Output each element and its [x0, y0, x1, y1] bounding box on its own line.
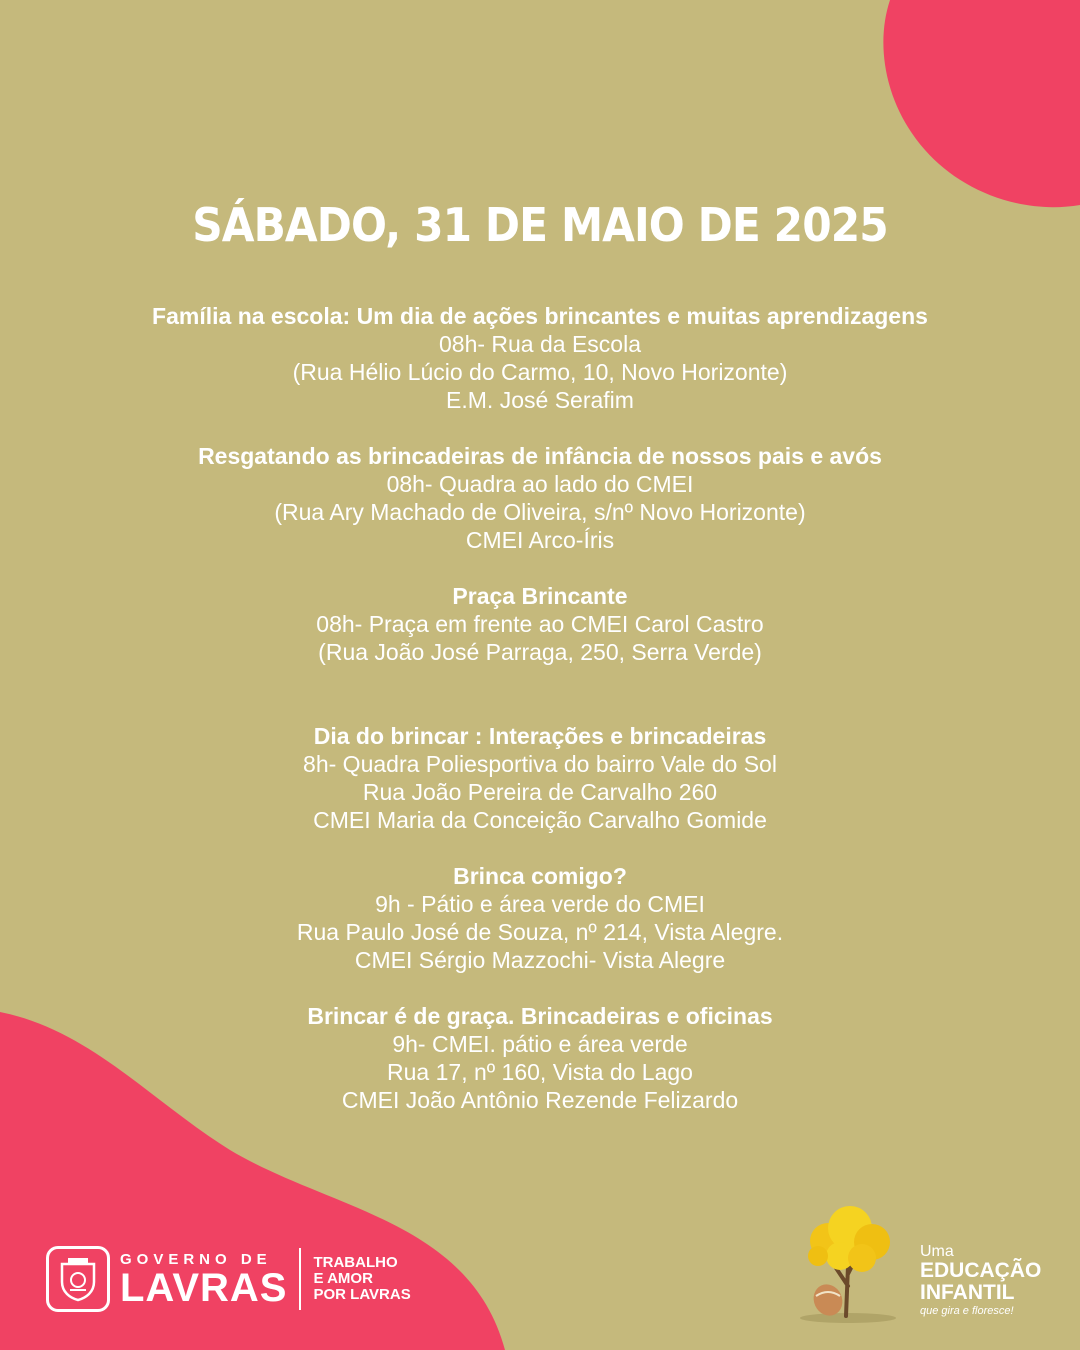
event-item — [0, 302, 1080, 414]
event-title: Resgatando as brincadeiras de infância de nossos pais e avós — [198, 443, 882, 469]
event-detail: CMEI Arco-Íris — [465, 527, 615, 553]
event-detail: 08h- Praça em frente ao CMEI Carol Castro — [316, 611, 764, 637]
brand-word: EDUCAÇÃO — [920, 1259, 1042, 1282]
event-item — [0, 1002, 1080, 1114]
government-logo — [46, 1244, 411, 1314]
event-detail: (Rua Hélio Lúcio do Carmo, 10, Novo Horizonte) — [292, 359, 788, 385]
city-crest-icon — [46, 1246, 110, 1312]
logo-divider — [299, 1248, 301, 1310]
event-detail: 8h- Quadra Poliesportiva do bairro Vale do Sol — [303, 751, 777, 777]
campaign-brand — [798, 1196, 1058, 1326]
event-detail: (Rua João José Parraga, 250, Serra Verde) — [318, 639, 762, 665]
brand-word: Uma — [920, 1243, 954, 1260]
event-item — [0, 722, 1080, 834]
city-name: LAVRAS — [120, 1265, 288, 1310]
event-detail: CMEI Maria da Conceição Carvalho Gomide — [313, 807, 767, 833]
brand-tagline: que gira e floresce! — [920, 1305, 1014, 1317]
government-name — [120, 1251, 287, 1308]
page-title: SÁBADO, 31 DE MAIO DE 2025 — [192, 198, 888, 252]
event-detail: Rua João Pereira de Carvalho 260 — [362, 779, 718, 805]
event-detail: CMEI Sérgio Mazzochi- Vista Alegre — [354, 947, 726, 973]
event-title: Brinca comigo? — [453, 863, 627, 889]
event-detail: CMEI João Antônio Rezende Felizardo — [341, 1087, 739, 1113]
event-detail: Rua Paulo José de Souza, nº 214, Vista Alegre. — [296, 919, 784, 945]
event-detail: Rua 17, nº 160, Vista do Lago — [387, 1059, 693, 1085]
slogan-line: POR LAVRAS — [313, 1286, 411, 1303]
event-detail: 08h- Rua da Escola — [438, 331, 641, 357]
event-title: Dia do brincar : Interações e brincadeiras — [313, 723, 767, 749]
event-detail: 08h- Quadra ao lado do CMEI — [386, 471, 694, 497]
yellow-tree-icon — [798, 1196, 928, 1326]
event-detail: (Rua Ary Machado de Oliveira, s/nº Novo Horizonte) — [274, 499, 806, 525]
event-item — [0, 862, 1080, 974]
event-list — [0, 302, 1080, 1142]
slogan-line: E AMOR — [313, 1270, 373, 1287]
event-detail: E.M. José Serafim — [446, 387, 634, 413]
event-title: Brincar é de graça. Brincadeiras e oficinas — [307, 1003, 773, 1029]
event-item — [0, 442, 1080, 554]
government-label: GOVERNO DE — [120, 1250, 272, 1268]
event-detail: 9h - Pátio e área verde do CMEI — [375, 891, 705, 917]
event-detail: 9h- CMEI. pátio e área verde — [392, 1031, 688, 1057]
brand-text — [920, 1244, 1041, 1318]
slogan — [313, 1255, 410, 1303]
slogan-line: TRABALHO — [313, 1254, 398, 1271]
event-title: Família na escola: Um dia de ações brincantes e muitas aprendizagens — [152, 303, 928, 329]
event-item — [0, 582, 1080, 666]
brand-word: INFANTIL — [920, 1281, 1015, 1304]
event-title: Praça Brincante — [452, 583, 628, 609]
